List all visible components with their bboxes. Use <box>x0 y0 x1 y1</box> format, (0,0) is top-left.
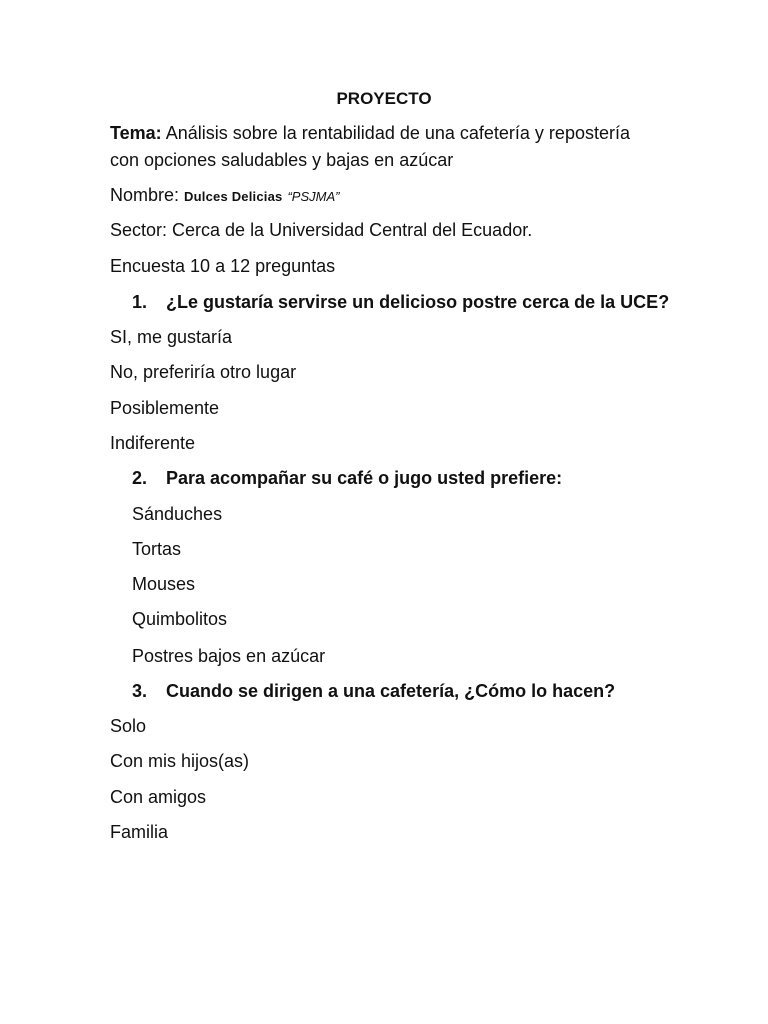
answer-option: SI, me gustaría <box>110 327 233 347</box>
answer-option: Indiferente <box>110 433 196 453</box>
sector-line: Sector: Cerca de la Universidad Central del Ecuador. <box>110 220 533 240</box>
question-number: 3. <box>132 681 148 701</box>
nombre-label: Nombre: <box>110 185 180 205</box>
answer-option: Postres bajos en azúcar <box>132 646 326 666</box>
answer-option: No, preferiría otro lugar <box>110 362 297 382</box>
nombre-code: “PSJMA” <box>287 189 340 204</box>
answer-option: Solo <box>110 716 147 736</box>
page-title: PROYECTO <box>336 89 432 108</box>
question-number: 2. <box>132 468 148 488</box>
question-text: Para acompañar su café o jugo usted prefiere: <box>166 468 563 488</box>
tema-label: Tema: <box>110 123 162 143</box>
nombre-brand: Dulces Delicias <box>184 189 283 204</box>
answer-option: Con amigos <box>110 787 207 807</box>
tema-text-1: Análisis sobre la rentabilidad de una cafetería y repostería <box>165 123 630 143</box>
answer-option: Posiblemente <box>110 398 220 418</box>
answer-option: Quimbolitos <box>132 609 228 629</box>
question-3 <box>132 680 615 702</box>
encuesta-line: Encuesta 10 a 12 preguntas <box>110 256 336 276</box>
answer-option: Con mis hijos(as) <box>110 751 250 771</box>
question-1 <box>132 291 669 313</box>
nombre-line <box>110 184 339 208</box>
answer-option: Tortas <box>132 539 182 559</box>
question-text: Cuando se dirigen a una cafetería, ¿Cómo lo hacen? <box>166 681 616 701</box>
question-2 <box>132 467 562 489</box>
answer-option: Familia <box>110 822 169 842</box>
answer-option: Sánduches <box>132 504 223 524</box>
tema-line-1 <box>110 122 630 144</box>
answer-option: Mouses <box>132 574 196 594</box>
tema-line-2: con opciones saludables y bajas en azúcar <box>110 150 454 170</box>
question-text: ¿Le gustaría servirse un delicioso postre cerca de la UCE? <box>166 292 670 312</box>
question-number: 1. <box>132 292 148 312</box>
